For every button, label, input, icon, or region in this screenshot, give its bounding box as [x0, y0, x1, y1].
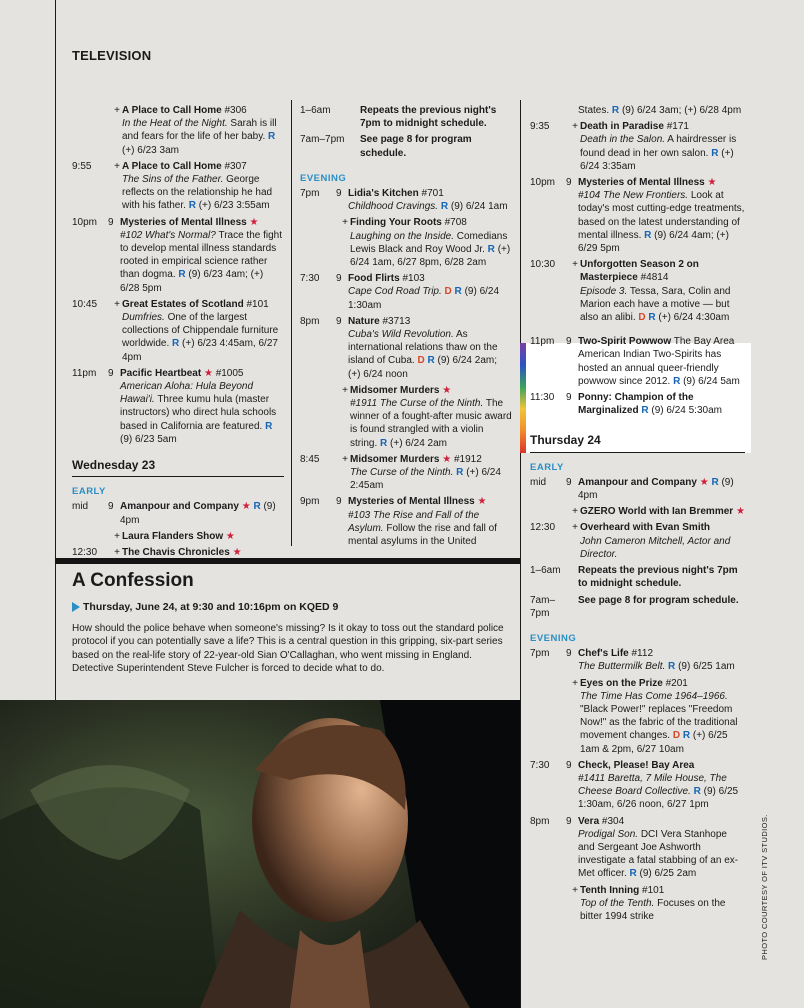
repeat-airings: (9) 6/24 2am; (+) 6/24 noon [348, 355, 498, 380]
pbs-star-icon: ★ [707, 177, 717, 189]
repeat-badge: R [487, 243, 495, 255]
channel-marker [566, 594, 578, 620]
listing-time: 7:30 [530, 759, 550, 771]
evening-label: EVENING [530, 632, 577, 644]
program-title: Lidia's Kitchen [348, 188, 419, 200]
episode-title: Death in the Salon. [580, 134, 666, 146]
listing-entry [300, 315, 512, 381]
repeat-badge: R [188, 200, 196, 212]
channel-marker: 9 [108, 216, 114, 228]
day-heading-thursday: Thursday 24 [530, 434, 745, 452]
listing-body [578, 759, 745, 812]
program-description: Tessa, Sara, Colin and Marion each have a motive — but also an alibi. [580, 285, 731, 324]
program-title: Tenth Inning [580, 884, 640, 896]
pbs-star-icon: ★ [249, 216, 259, 228]
program-title: See page 8 for program schedule. [578, 594, 739, 606]
program-title: Overheard with Evan Smith [580, 522, 711, 534]
episode-title: Top of the Tenth. [580, 897, 655, 909]
episode-title: #102 What's Normal? [120, 229, 216, 241]
feature-divider [55, 558, 520, 564]
episode-title: #1411 Baretta, 7 Mile House, The Cheese Board Collective. [578, 772, 727, 798]
repeat-airings: (+) 6/23 3am [122, 144, 179, 156]
listing-time: mid [72, 501, 89, 513]
episode-title: #104 The New Frontiers. [578, 190, 689, 202]
episode-title: John Cameron Mitchell, Actor and Director. [580, 535, 731, 560]
play-triangle-icon [72, 602, 80, 612]
channel-marker: 9 [336, 273, 342, 285]
listing-body [578, 476, 745, 502]
listing-entry [530, 677, 745, 756]
channel-marker: 9 [336, 188, 342, 200]
program-title: Repeats the previous night's 7pm to midnight schedule. [578, 565, 738, 590]
descriptive-audio-badge: D [638, 312, 646, 324]
listing-entry [530, 258, 745, 324]
repeat-airings: (9) 6/25 1:30am, 6/26 noon, 6/27 1pm [578, 786, 739, 811]
listing-time: 12:30 [530, 522, 556, 534]
section-header: TELEVISION [72, 48, 152, 63]
pbs-star-icon: ★ [477, 496, 487, 508]
listing-body [122, 104, 284, 157]
listing-body [578, 391, 745, 417]
repeat-badge: R [711, 147, 719, 159]
schedule-column-1 [72, 104, 284, 562]
column-rule-2 [520, 100, 521, 1008]
program-description: "Black Power!" replaces "Freedom Now!" as the fabric of the traditional movement changes. [580, 703, 738, 742]
program-title: See page 8 for program schedule. [360, 134, 472, 159]
listing-body [348, 187, 512, 213]
repeat-airings: (9) 6/24 1am [450, 201, 508, 213]
listing-entry [300, 187, 512, 213]
program-title: Mysteries of Mental Illness [578, 177, 705, 189]
listing-entry [530, 884, 745, 924]
program-description: Follow the rise and fall of mental asylums in the United [348, 522, 497, 548]
listing-body [350, 453, 512, 493]
program-title: Unforgotten Season 2 on Masterpiece [580, 259, 699, 284]
channel-marker: 9 [336, 315, 342, 327]
listing-time: 8:45 [300, 453, 320, 465]
listing-entry [300, 216, 512, 269]
episode-title: Childhood Cravings. [348, 201, 439, 213]
feature-airtime [72, 601, 338, 613]
listing-entry [300, 133, 512, 159]
repeat-badge: R [611, 105, 620, 116]
channel-marker [348, 104, 360, 130]
listing-time [72, 104, 108, 157]
listing-body [578, 176, 745, 255]
repeat-airings: (+) 6/23 4:45am, 6/27 4pm [122, 338, 278, 363]
episode-title: Prodigal Son. [578, 828, 639, 840]
repeat-badge: R [268, 131, 276, 143]
program-title: The Chavis Chronicles [122, 547, 230, 559]
listing-time [530, 884, 566, 924]
listing-body [578, 104, 745, 117]
channel-marker: + [572, 884, 578, 896]
channel-marker: 9 [566, 392, 572, 404]
repeat-airings: (9) 6/23 5am [120, 433, 177, 445]
episode-title: #1911 The Curse of the Ninth. [350, 398, 484, 410]
repeat-airings: (9) 6/25 2am [639, 868, 697, 880]
listing-entry [72, 367, 284, 446]
program-title: Midsomer Murders [350, 453, 440, 465]
channel-marker [566, 104, 578, 117]
listing-body [580, 258, 745, 324]
repeat-badge: R [693, 786, 701, 798]
listing-entry [72, 104, 284, 157]
schedule-column-2 [300, 104, 512, 551]
listing-body [580, 884, 745, 924]
repeat-airings: (+) 6/24 3:35am [580, 147, 734, 172]
listing-entry [530, 815, 745, 881]
channel-marker: + [572, 677, 578, 689]
episode-title: The Time Has Come 1964–1966. [580, 690, 728, 702]
listing-entry [530, 476, 745, 502]
channel-marker: + [342, 217, 348, 229]
episode-number: #4814 [640, 272, 669, 284]
listing-body [578, 564, 745, 590]
episode-title: #103 The Rise and Fall of the Asylum. [348, 509, 480, 534]
listing-body [120, 500, 284, 526]
program-title: Mysteries of Mental Illness [120, 216, 247, 228]
listing-time: 7pm [300, 188, 320, 200]
repeat-airings: (+) 6/25 1am & 2pm, 6/27 10am [580, 730, 728, 755]
pbs-star-icon: ★ [442, 453, 452, 465]
early-label: EARLY [72, 486, 106, 498]
pbs-star-icon: ★ [203, 367, 213, 379]
episode-number: #1912 [454, 453, 482, 465]
channel-marker: 9 [108, 367, 114, 379]
repeat-airings: (+) 6/23 3:55am [198, 200, 270, 212]
listing-entry [530, 120, 745, 173]
evening-label: EVENING [300, 172, 347, 184]
episode-number: #101 [246, 298, 269, 310]
pride-rainbow-stripe [520, 343, 526, 453]
column-rule-1 [291, 100, 292, 546]
program-title: A Place to Call Home [122, 105, 222, 116]
program-title: A Place to Call Home [122, 160, 222, 172]
repeat-badge: R [265, 420, 273, 432]
listing-time [530, 505, 566, 518]
listing-time: 1–6am [300, 105, 331, 116]
episode-title: Cape Cod Road Trip. [348, 286, 442, 298]
listing-entry [300, 272, 512, 312]
episode-number: #201 [665, 677, 688, 689]
listing-time [300, 216, 336, 269]
listing-entry [530, 521, 745, 561]
repeat-badge: R [172, 338, 180, 350]
descriptive-audio-badge: D [672, 730, 681, 742]
repeat-badge: R [454, 286, 462, 298]
listing-time [530, 104, 566, 117]
channel-marker [348, 133, 360, 159]
program-title: Chef's Life [578, 648, 629, 660]
program-title: Finding Your Roots [350, 217, 442, 229]
day-heading-wednesday: Wednesday 23 [72, 459, 284, 477]
program-description: Focuses on the bitter 1994 strike [580, 897, 726, 922]
listing-body [122, 530, 284, 543]
listing-time [300, 384, 336, 450]
program-title: GZERO World with Ian Bremmer [580, 506, 734, 518]
listing-entry [530, 335, 745, 388]
program-title: Death in Paradise [580, 121, 664, 133]
episode-number: #1005 [215, 367, 244, 379]
feature-title: A Confession [72, 570, 194, 591]
program-title: Two-Spirit Powwow [578, 336, 672, 348]
program-title: Amanpour and Company [120, 501, 239, 513]
channel-marker: 9 [108, 501, 114, 513]
episode-number: #101 [642, 884, 665, 896]
listing-entry [72, 530, 284, 543]
listing-body [580, 120, 745, 173]
listing-time: 9:55 [72, 160, 92, 172]
program-description: Trace the fight to develop mental illness standards rooted in empirical science rather than dogma. [120, 229, 283, 281]
program-title: Laura Flanders Show [122, 530, 224, 542]
repeat-badge: R [641, 405, 649, 417]
episode-title: The Buttermilk Belt. [578, 661, 666, 673]
repeat-airings: (9) 4pm [120, 501, 276, 526]
listing-body [578, 647, 745, 673]
listing-time: 8pm [300, 315, 320, 327]
repeat-airings: (+) 6/24 2:45am [350, 467, 501, 492]
listing-entry [72, 500, 284, 526]
channel-marker: + [572, 506, 578, 518]
episode-title: Dumfries. [122, 312, 165, 324]
repeat-badge: R [711, 476, 719, 488]
channel-marker: 9 [566, 336, 572, 348]
pbs-star-icon: ★ [699, 476, 709, 488]
listing-body [122, 160, 284, 213]
channel-marker: 9 [566, 759, 572, 771]
listing-body [580, 505, 745, 518]
program-description: George reflects on the relationship he had with his father. [122, 174, 273, 212]
repeat-badge: R [427, 355, 435, 367]
listing-time: 8pm [530, 815, 550, 827]
repeat-badge: R [644, 229, 652, 241]
program-description: Three kumu hula (master instructors) who direct hula schools based in California are featured. [120, 394, 277, 432]
repeat-badge: R [673, 375, 681, 387]
feature-airtime-text: Thursday, June 24, at 9:30 and 10:16pm on KQED 9 [83, 601, 339, 613]
program-title: Nature [348, 315, 380, 327]
listing-time: 9pm [300, 496, 320, 508]
program-description: As international relations thaw on the island of Cuba. [348, 329, 498, 367]
repeat-airings: (9) 6/25 1am [678, 661, 735, 673]
channel-marker: + [572, 259, 578, 271]
episode-number: #103 [402, 273, 425, 285]
program-description: The winner of a fought-after music award is found strangled with a violin string. [350, 398, 512, 449]
listing-body [122, 298, 284, 364]
listing-entry [530, 564, 745, 590]
listing-body [350, 384, 512, 450]
feature-description: How should the police behave when someone's missing? Is it okay to toss out the standard police protocol if you can potentially save a life? This is a central question in this gripping, six-part series based on the real-life story of 22-year-old Sian O'Callaghan, who went missing in England. Detective Superintendent Steve Fulcher is forced to decide what to do. [72, 623, 504, 675]
listing-time: 11pm [72, 367, 97, 379]
listing-entry [72, 160, 284, 213]
program-title: Great Estates of Scotland [122, 298, 244, 310]
channel-marker: + [114, 105, 120, 116]
episode-number: #171 [666, 121, 689, 133]
listing-body [348, 495, 512, 548]
episode-number: #112 [631, 648, 654, 660]
channel-marker [566, 564, 578, 590]
listing-body [120, 367, 284, 446]
channel-marker: + [342, 384, 348, 396]
listing-time: 7pm [530, 648, 550, 660]
episode-number: #307 [224, 160, 247, 172]
listing-time: 11:30 [530, 392, 555, 404]
listing-entry [300, 453, 512, 493]
pbs-star-icon: ★ [232, 547, 242, 559]
episode-title: The Sins of the Father. [122, 174, 224, 186]
repeat-airings: (9) 6/24 5:30am [651, 405, 722, 417]
repeat-badge: R [440, 201, 449, 213]
program-description: Sarah is ill and fears for the life of her baby. [122, 118, 277, 143]
listing-body [348, 315, 512, 381]
listing-body [578, 815, 745, 881]
listing-body [120, 216, 284, 295]
repeat-airings: (9) 4pm [578, 476, 734, 502]
listing-entry [300, 104, 512, 130]
program-title: Midsomer Murders [350, 384, 440, 396]
listing-time: 10pm [72, 216, 98, 228]
episode-number: #708 [444, 217, 467, 229]
episode-number: #3713 [382, 315, 411, 327]
program-description: DCI Vera Stanhope and Sergeant Joe Ashworth investigate a fatal stabbing of an ex-Met officer. [578, 828, 739, 880]
listing-body [578, 594, 745, 620]
repeat-badge: R [456, 467, 464, 479]
feature-photo [0, 700, 520, 1008]
episode-number: #306 [224, 105, 247, 116]
repeat-airings: (9) 6/24 1:30am [348, 286, 500, 311]
channel-marker: + [114, 160, 120, 172]
listing-time: 10pm [530, 177, 556, 189]
channel-marker: + [114, 547, 120, 559]
repeat-badge: R [253, 501, 261, 513]
repeat-airings: (9) 6/23 4am; (+) 6/28 5pm [120, 269, 264, 294]
listing-body [360, 133, 512, 159]
listing-entry [530, 104, 745, 117]
pbs-star-icon: ★ [241, 501, 251, 513]
listing-time: 9:35 [530, 121, 550, 133]
listing-body [360, 104, 512, 130]
listing-entry [530, 176, 745, 255]
listing-entry [530, 647, 745, 673]
episode-title: In the Heat of the Night. [122, 118, 228, 130]
episode-title: Cuba's Wild Revolution. [348, 329, 454, 341]
left-rule [55, 0, 56, 700]
program-title: Check, Please! Bay Area [578, 759, 695, 771]
early-label: EARLY [530, 461, 564, 473]
program-description: A hairdresser is found dead in her own salon. [580, 134, 737, 159]
repeat-badge: R [629, 868, 637, 880]
pbs-star-icon: ★ [735, 506, 745, 518]
listing-time: 11pm [530, 336, 555, 348]
repeat-airings: (+) 6/24 4:30am [658, 312, 730, 324]
repeat-badge: R [682, 730, 691, 742]
repeat-airings: (9) 6/24 5am [683, 375, 740, 387]
episode-title: Laughing on the Inside. [350, 230, 454, 242]
channel-marker: + [114, 298, 120, 310]
program-title: Food Flirts [348, 273, 400, 285]
listing-body [578, 335, 745, 388]
program-description: States. [578, 105, 610, 116]
channel-marker: 9 [566, 177, 572, 189]
pbs-star-icon: ★ [225, 530, 235, 542]
repeat-airings: (+) 6/24 1am, 6/27 8pm, 6/28 2am [350, 243, 511, 269]
repeat-badge: R [668, 661, 676, 673]
episode-number: #701 [421, 188, 444, 200]
listing-time [72, 530, 108, 543]
listing-entry [530, 391, 745, 417]
channel-marker: + [114, 530, 120, 542]
program-description: Comedians Lewis Black and Roy Wood Jr. [350, 230, 508, 255]
listing-entry [300, 384, 512, 450]
program-title: Mysteries of Mental Illness [348, 496, 475, 508]
channel-marker: + [342, 453, 348, 465]
program-title: Ponny: Champion of the Marginalized [578, 392, 694, 417]
program-title: Repeats the previous night's 7pm to midnight schedule. [360, 105, 497, 130]
listing-entry [530, 594, 745, 620]
listing-entry [72, 216, 284, 295]
repeat-badge: R [178, 269, 186, 281]
program-title: Amanpour and Company [578, 476, 697, 488]
program-title: Vera [578, 815, 600, 827]
listing-time [530, 677, 566, 756]
repeat-badge: R [380, 437, 388, 449]
listing-time: 7am–7pm [530, 594, 556, 619]
listing-body [580, 521, 745, 561]
repeat-airings: (9) 6/24 4am; (+) 6/29 5pm [578, 229, 729, 255]
channel-marker: 9 [566, 648, 572, 660]
listing-time: 1–6am [530, 565, 561, 577]
listing-entry [300, 495, 512, 548]
channel-marker: 9 [566, 476, 572, 488]
channel-marker: + [572, 121, 578, 133]
program-description: The Bay Area American Indian Two-Spirits has hosted an annual queer-friendly powwow since 2012. [578, 336, 735, 387]
listing-time: 7:30 [300, 273, 320, 285]
program-title: Eyes on the Prize [580, 677, 663, 689]
program-title: Pacific Heartbeat [120, 367, 202, 379]
pbs-star-icon: ★ [442, 384, 452, 396]
repeat-badge: R [648, 312, 656, 324]
episode-number: #304 [601, 815, 625, 827]
photo-credit: PHOTO COURTESY OF ITV STUDIOS. [760, 814, 769, 960]
program-description: Look at today's most cutting-edge treatments, based on the latest understanding of mental illness. [578, 190, 745, 241]
repeat-airings: (9) 6/24 3am; (+) 6/28 4pm [621, 105, 742, 116]
descriptive-audio-badge: D [444, 286, 452, 298]
listing-entry [530, 759, 745, 812]
listing-entry [72, 298, 284, 364]
listing-entry [530, 505, 745, 518]
episode-title: The Curse of the Ninth. [350, 467, 454, 479]
listing-time: 7am–7pm [300, 134, 345, 146]
listing-time: 10:30 [530, 259, 556, 271]
descriptive-audio-badge: D [417, 355, 425, 367]
repeat-airings: (+) 6/24 2am [390, 437, 448, 449]
listing-body [350, 216, 512, 269]
listing-time: 10:45 [72, 298, 98, 310]
episode-title: American Aloha: Hula Beyond Hawai'i. [120, 381, 254, 406]
channel-marker: 9 [336, 496, 342, 508]
listing-body [580, 677, 745, 756]
channel-marker: 9 [566, 815, 572, 827]
listing-time: mid [530, 476, 547, 488]
schedule-column-3 [530, 104, 745, 926]
listing-time: 12:30 [72, 547, 98, 559]
channel-marker: + [572, 522, 578, 534]
listing-body [348, 272, 512, 312]
program-description: One of the largest collections of Chippendale furniture worldwide. [122, 312, 279, 350]
episode-title: Episode 3. [580, 285, 628, 297]
